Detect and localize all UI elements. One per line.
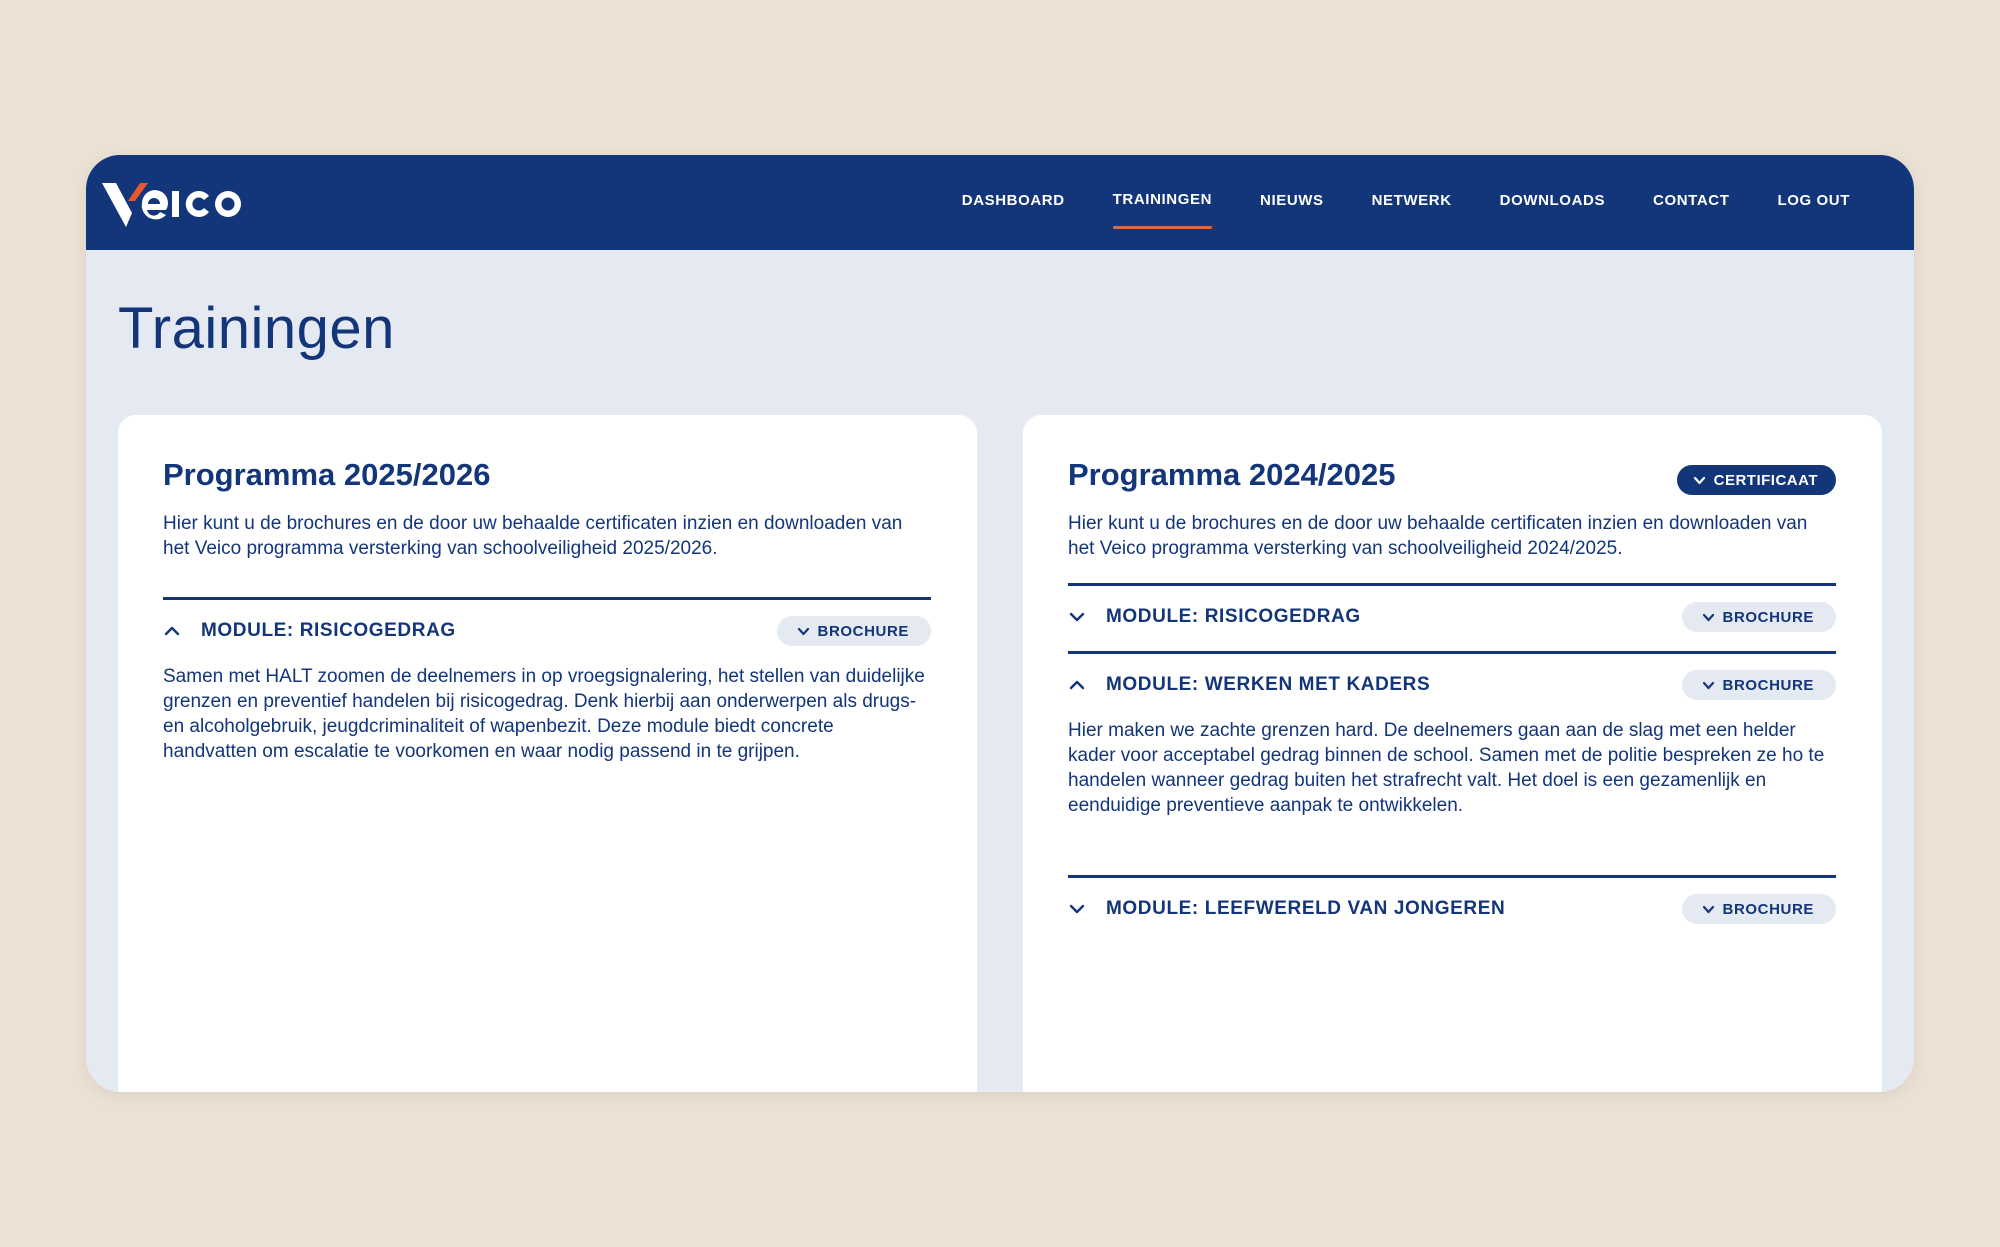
- main-nav: [938, 155, 1874, 250]
- chevron-down-icon: [1068, 608, 1086, 626]
- chevron-down-icon: [1693, 474, 1706, 487]
- brochure-label: BROCHURE: [1722, 676, 1814, 694]
- card-description: Hier kunt u de brochures en de door uw behaalde certificaten inzien en downloaden van het Veico programma versterking van schoolveiligheid 2024/2025.: [1068, 513, 1808, 559]
- module-toggle[interactable]: [163, 620, 456, 642]
- brochure-button[interactable]: [1682, 602, 1836, 632]
- nav-trainingen[interactable]: TRAININGEN: [1089, 155, 1236, 250]
- module-label: MODULE: RISICOGEDRAG: [201, 620, 456, 641]
- brochure-button[interactable]: [1682, 670, 1836, 700]
- card-title: Programma 2025/2026: [163, 457, 491, 492]
- nav-netwerk[interactable]: NETWERK: [1371, 192, 1452, 209]
- brochure-button[interactable]: [777, 616, 931, 646]
- page-title: Trainingen: [118, 296, 395, 361]
- nav-dashboard[interactable]: DASHBOARD: [961, 192, 1065, 209]
- module-toggle[interactable]: [1068, 606, 1361, 628]
- module-werken-met-kaders: [1068, 651, 1836, 818]
- nav-downloads[interactable]: DOWNLOADS: [1499, 192, 1606, 209]
- nav-contact[interactable]: CONTACT: [1653, 192, 1730, 209]
- module-description: Samen met HALT zoomen de deelnemers in op vroegsignalering, het stellen van duidelijke grenzen en preventief handelen bij risicogedrag. Denk hierbij aan onderwerpen als drugs- en alcoholgebruik, jeugdcriminaliteit of wapenbezit. Deze module biedt concrete handvatten om escalatie te voorkomen en waar nodig passend in te grijpen.: [163, 666, 925, 762]
- chevron-down-icon: [1068, 900, 1086, 918]
- brochure-label: BROCHURE: [1722, 900, 1814, 918]
- chevron-down-icon: [797, 625, 810, 638]
- nav-nieuws[interactable]: NIEUWS: [1260, 192, 1324, 209]
- module-toggle[interactable]: [1068, 674, 1430, 696]
- brochure-label: BROCHURE: [1722, 608, 1814, 626]
- module-risicogedrag: [1068, 583, 1836, 648]
- veico-logo[interactable]: [102, 175, 272, 227]
- module-leefwereld-van-jongeren: [1068, 875, 1836, 940]
- chevron-up-icon: [163, 622, 181, 640]
- module-toggle[interactable]: [1068, 898, 1505, 920]
- chevron-down-icon: [1702, 611, 1715, 624]
- app-window: [86, 155, 1914, 1092]
- module-risicogedrag: [163, 597, 931, 764]
- top-navigation-bar: [86, 155, 1914, 250]
- brochure-button[interactable]: [1682, 894, 1836, 924]
- module-label: MODULE: LEEFWERELD VAN JONGEREN: [1106, 898, 1506, 919]
- brochure-label: BROCHURE: [817, 622, 909, 640]
- nav-log-out[interactable]: LOG OUT: [1777, 192, 1850, 209]
- module-description: Hier maken we zachte grenzen hard. De deelnemers gaan aan de slag met een helder kader voor acceptabel gedrag binnen de school. Samen met de politie bespreken ze ho te handelen wanneer gedrag buiten het strafrecht valt. Het doel is een gezamenlijk en eenduidige preventieve aanpak te ontwikkelen.: [1068, 720, 1825, 816]
- chevron-down-icon: [1702, 679, 1715, 692]
- card-title: Programma 2024/2025: [1068, 457, 1396, 492]
- chevron-down-icon: [1702, 903, 1715, 916]
- card-description: Hier kunt u de brochures en de door uw behaalde certificaten inzien en downloaden van het Veico programma versterking van schoolveiligheid 2025/2026.: [163, 513, 903, 559]
- certificaat-label: CERTIFICAAT: [1713, 471, 1818, 489]
- module-label: MODULE: WERKEN MET KADERS: [1106, 674, 1431, 695]
- chevron-up-icon: [1068, 676, 1086, 694]
- program-card-2024-2025: [1023, 415, 1882, 1092]
- module-label: MODULE: RISICOGEDRAG: [1106, 606, 1361, 627]
- certificaat-button[interactable]: [1677, 465, 1836, 495]
- program-card-2025-2026: [118, 415, 977, 1092]
